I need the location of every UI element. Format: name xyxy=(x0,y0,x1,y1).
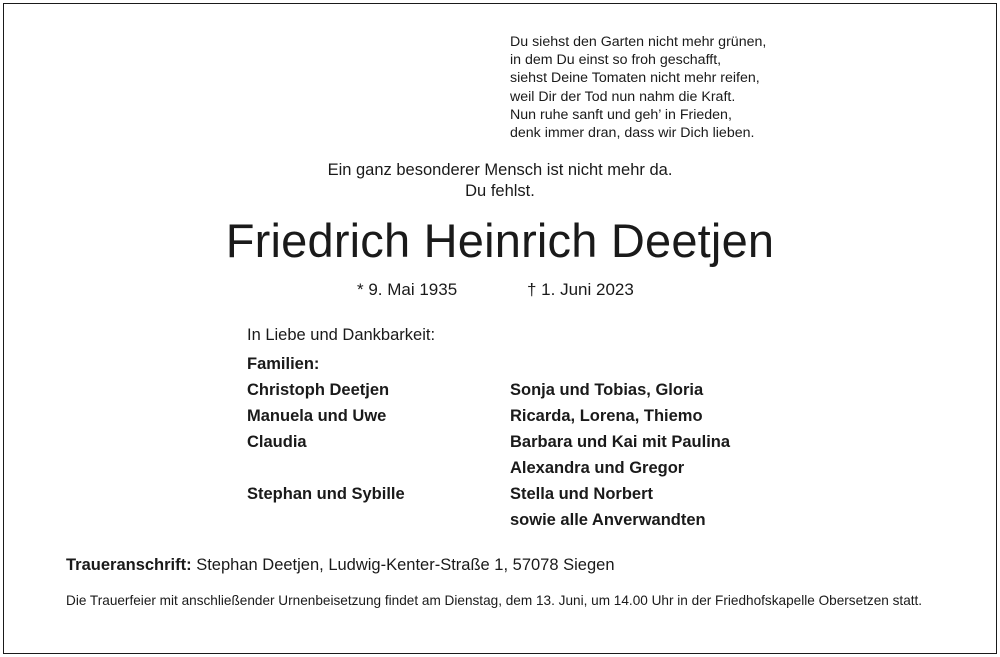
family-entry: Alexandra und Gregor xyxy=(510,459,685,477)
family-entry: sowie alle Anverwandten xyxy=(510,511,706,529)
family-list-right xyxy=(510,351,730,533)
intro-line-1: Ein ganz besonderer Mensch ist nicht mehr da. xyxy=(327,161,673,179)
birth-date: * 9. Mai 1935 xyxy=(357,280,458,299)
family-entry: Ricarda, Lorena, Thiemo xyxy=(510,407,703,425)
poem-line: in dem Du einst so froh geschafft, xyxy=(510,52,722,69)
family-entry: Familien: xyxy=(247,355,320,373)
intro-line-2: Du fehlst. xyxy=(465,182,535,200)
family-list-left xyxy=(247,351,405,533)
family-entry: Stella und Norbert xyxy=(510,485,654,503)
death-date: † 1. Juni 2023 xyxy=(527,280,634,299)
family-entry xyxy=(247,455,405,481)
poem-line: Nun ruhe sanft und geh’ in Frieden, xyxy=(510,106,732,123)
poem-line: siehst Deine Tomaten nicht mehr reifen, xyxy=(510,70,760,87)
family-entry: Stephan und Sybille xyxy=(247,485,405,503)
poem xyxy=(510,33,766,142)
thanks-line: In Liebe und Dankbarkeit: xyxy=(247,326,436,344)
deceased-name: Friedrich Heinrich Deetjen xyxy=(225,214,775,267)
family-entry: Claudia xyxy=(247,433,307,451)
family-entry: Christoph Deetjen xyxy=(247,381,390,399)
address-value: Stephan Deetjen, Ludwig-Kenter-Straße 1, 57078 Siegen xyxy=(196,556,615,574)
poem-line: denk immer dran, dass wir Dich lieben. xyxy=(510,125,755,142)
intro-text xyxy=(0,160,1000,202)
family-entry xyxy=(510,351,730,377)
family-entry: Manuela und Uwe xyxy=(247,407,387,425)
poem-line: weil Dir der Tod nun nahm die Kraft. xyxy=(510,88,736,105)
family-entry: Sonja und Tobias, Gloria xyxy=(510,381,704,399)
family-entry xyxy=(247,507,405,533)
family-entry: Barbara und Kai mit Paulina xyxy=(510,433,731,451)
address-label: Traueranschrift: xyxy=(66,556,192,574)
funeral-notice: Die Trauerfeier mit anschließender Urnenbeisetzung findet am Dienstag, dem 13. Juni, um 14.00 Uhr in der Friedhofskapelle Obersetzen statt. xyxy=(66,593,923,608)
poem-line: Du siehst den Garten nicht mehr grünen, xyxy=(510,34,767,50)
mourning-address xyxy=(66,554,615,576)
